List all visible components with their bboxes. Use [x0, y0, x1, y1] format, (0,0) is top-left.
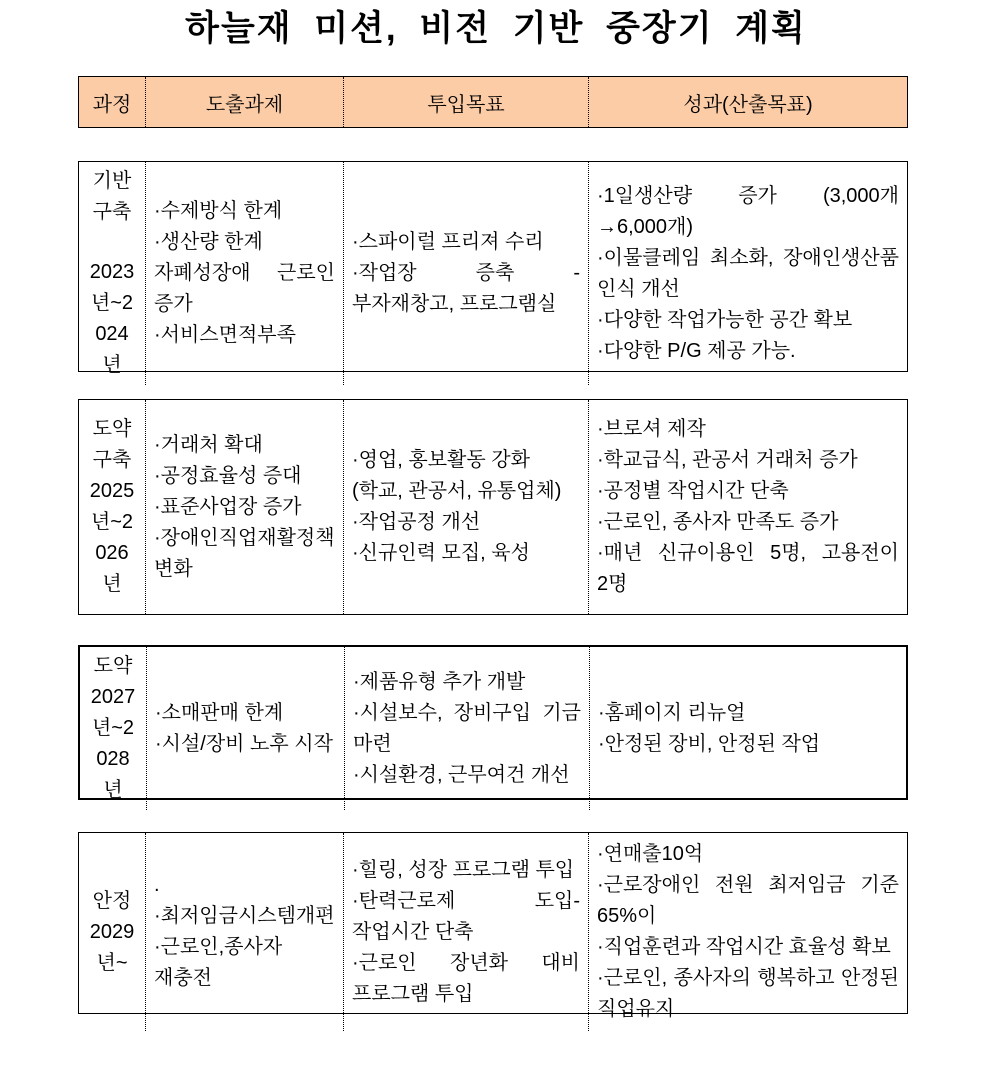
- cell-line: ·힐링, 성장 프로그램 투입: [352, 858, 575, 881]
- cell-line: ·근로장애인 전원 최저임금 기준 65%이: [597, 874, 899, 927]
- header-tasks: 도출과제: [145, 77, 343, 127]
- phase-label: 안정: [92, 889, 132, 912]
- cell-line: ·근로인,종사자 재충전: [154, 936, 283, 989]
- cell-process: [79, 162, 145, 385]
- phase-label: 기반구축: [92, 170, 132, 223]
- cell-line: ·학교급식, 관공서 거래처 증가: [597, 449, 858, 471]
- period-label: 2029년~: [89, 920, 135, 974]
- cell-line: ·제품유형 추가 개발: [353, 670, 526, 693]
- cell-line: ·홈페이지 리뉴얼: [598, 701, 746, 724]
- cell-line: ·매년 신규이용인 5명, 고용전이 2명: [597, 542, 899, 595]
- cell-line: ·탄력근로제 도입-작업시간 단축: [352, 889, 580, 943]
- section-foundation-2023-2024: [78, 161, 908, 376]
- cell-line: ·1일생산량 증가 (3,000개→6,000개): [597, 184, 899, 238]
- cell-line: ·서비스면적부족: [154, 324, 296, 346]
- cell-line: ·표준사업장 증가: [154, 495, 302, 518]
- cell-line: ·연매출10억: [597, 843, 704, 865]
- header-input-goals: 투입목표: [343, 77, 588, 127]
- cell-line: ·시설/장비 노후 시작: [155, 732, 333, 755]
- cell-line: ·안정된 장비, 안정된 작업: [598, 732, 821, 755]
- plan-table: [78, 76, 908, 1020]
- cell-line: ·최저임금시스템개편: [154, 905, 335, 927]
- cell-line: ·시설보수, 장비구입 기금 마련: [353, 701, 581, 755]
- cell-line: ·영업, 홍보활동 강화: [352, 449, 530, 471]
- cell-line: ·시설환경, 근무여건 개선: [353, 763, 570, 786]
- cell-line: ·다양한 작업가능한 공간 확보: [597, 308, 853, 331]
- cell-line: (학교, 관공서, 유통업체): [352, 480, 562, 502]
- cell-line: ·근로인 장년화 대비 프로그램 투입: [352, 951, 580, 1005]
- cell-line: ·다양한 P/G 제공 가능.: [597, 339, 796, 362]
- header-outcomes: 성과(산출목표): [588, 77, 907, 127]
- cell-tasks: [145, 833, 343, 1031]
- page-title: 하늘재 미션, 비전 기반 중장기 계획: [185, 9, 807, 48]
- section-stability-2029: [78, 832, 908, 1020]
- cell-outcomes: [588, 833, 907, 1031]
- period-label: 2025년~2026년: [89, 480, 135, 595]
- cell-line: ·공정별 작업시간 단축: [597, 480, 789, 502]
- cell-line: ·브로셔 제작: [597, 418, 706, 440]
- cell-line: 자폐성장애 근로인 증가: [154, 262, 335, 315]
- cell-line: ·장애인직업재활정책 변화: [154, 526, 335, 580]
- cell-tasks: [146, 647, 344, 810]
- period-label: 2023년~2024년: [89, 261, 135, 376]
- cell-line: ·소매판매 한계: [155, 701, 284, 724]
- header-process: 과정: [92, 93, 132, 116]
- cell-input-goals: [343, 162, 588, 385]
- cell-line: ·직업훈련과 작업시간 효율성 확보: [597, 936, 891, 958]
- cell-line: ·근로인, 종사자의 행복하고 안정된 직업유지: [597, 967, 899, 1020]
- cell-process: [80, 647, 146, 810]
- cell-outcomes: [589, 647, 906, 810]
- cell-tasks: [145, 400, 343, 614]
- cell-line: ·이물클레임 최소화, 장애인생산품 인식 개선: [597, 246, 899, 300]
- phase-label: 도약구축: [92, 418, 132, 471]
- cell-line: ·생산량 한계: [154, 231, 263, 253]
- cell-outcomes: [588, 400, 907, 614]
- cell-line: .: [154, 874, 160, 896]
- cell-input-goals: [343, 833, 588, 1031]
- cell-process: [79, 400, 145, 614]
- phase-label: 도약: [93, 655, 133, 677]
- section-leap-build-2025-2026: [78, 399, 908, 615]
- section-leap-2027-2028: [78, 645, 908, 800]
- cell-line: ·작업공정 개선: [352, 511, 481, 533]
- cell-outcomes: [588, 162, 907, 385]
- cell-tasks: [145, 162, 343, 385]
- cell-line: ·작업장 증축 - 부자재창고, 프로그램실: [352, 262, 580, 315]
- cell-line: ·공정효율성 증대: [154, 464, 302, 487]
- period-label: 2027년~2028년: [90, 686, 136, 801]
- cell-line: ·근로인, 종사자 만족도 증가: [597, 511, 839, 533]
- cell-process: [79, 833, 145, 1031]
- cell-input-goals: [343, 400, 588, 614]
- cell-line: ·거래처 확대: [154, 433, 263, 456]
- cell-line: ·수제방식 한계: [154, 200, 283, 222]
- table-header-row: [78, 76, 908, 128]
- cell-line: ·스파이럴 프리져 수리: [352, 231, 544, 253]
- cell-line: ·신규인력 모집, 육성: [352, 542, 530, 564]
- cell-input-goals: [344, 647, 589, 810]
